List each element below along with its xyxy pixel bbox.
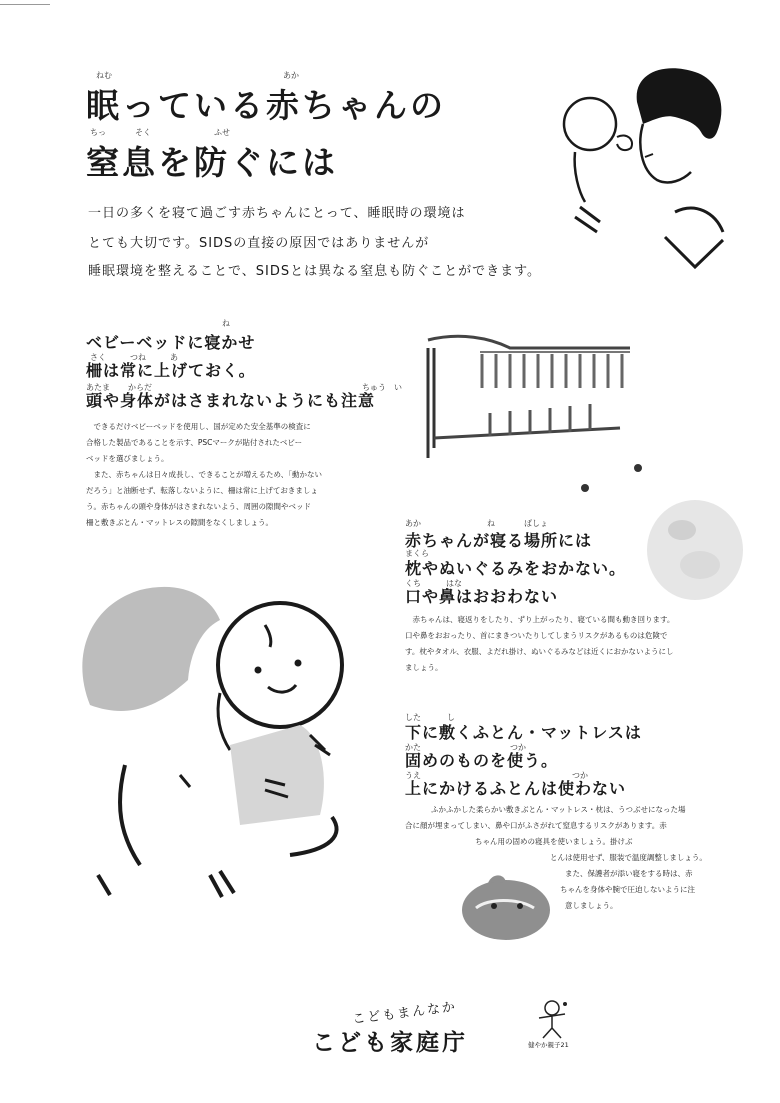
s1-ruby: ちゅう [362, 383, 386, 392]
s3-ruby: した [405, 713, 421, 722]
baby-crib-illustration [420, 318, 660, 498]
intro-line: 睡眠環境を整えることで、SIDSとは異なる窒息も防ぐことができます。 [88, 264, 542, 279]
intro-line: 一日の多くを寝て過ごす赤ちゃんにとって、睡眠時の環境は [88, 206, 466, 221]
title-ruby: ねむ [96, 71, 112, 80]
section3-body-line: また、保護者が添い寝をする時は、赤 [565, 869, 693, 878]
section2-body-line: 口や鼻をおおったり、首にまきついたりしてしまうリスクがあるものは危険で [405, 631, 668, 640]
s2-ruby: はな [446, 579, 462, 588]
section3-body-line: ちゃんを身体や腕で圧迫しないように注 [560, 885, 695, 894]
mascot-label: 健やか親子21 [528, 1041, 569, 1049]
section3-body [405, 802, 745, 914]
section3-body-line: ちゃん用の固めの寝具を使いましょう。掛けぶ [475, 837, 633, 846]
parent-holding-baby [545, 62, 735, 302]
section1-body-line: ベッドを選びましょう。 [86, 454, 169, 463]
s1-ruby: い [394, 383, 402, 392]
s3-ruby: うえ [405, 771, 421, 780]
footer-subtitle: こどもまんなか [351, 999, 458, 1028]
mascot-icon [525, 996, 579, 1040]
section1-body-line: だろう」と油断せず、転落しないように、柵は常に上げておきましょ [86, 486, 318, 495]
s2-ruby: くち [405, 579, 421, 588]
s1-ruby: あたま [86, 383, 110, 392]
soft-toy-illustration [458, 868, 558, 943]
s1-ruby: ね [222, 319, 230, 328]
s1-ruby: つね [130, 353, 146, 362]
s2-ruby: あか [405, 519, 421, 528]
section3-heading-line1: 下に敷くふとん・マットレスは [405, 723, 642, 742]
section3-body-line: ふかふかした柔らかい敷きぶとん・マットレス・枕は、うつぶせになった場 [431, 805, 686, 814]
section2-heading-line2: 枕やぬいぐるみをおかない。 [405, 559, 627, 578]
section1-heading-line1: ベビーベッドに寝かせ [86, 333, 256, 352]
title-ruby: あか [283, 71, 299, 80]
section2-body-line: ましょう。 [405, 663, 443, 672]
s2-ruby: ばしょ [524, 519, 548, 528]
page-title-line1: 眠っている赤ちゃんの [86, 86, 446, 125]
section1-heading-line2: 柵は常に上げておく。 [86, 361, 256, 380]
page-title-line2: 窒息を防ぐには [86, 143, 338, 182]
s3-ruby: つか [572, 771, 588, 780]
pillow-illustration [640, 495, 750, 605]
s1-ruby: さく [90, 353, 106, 362]
section2-heading-line3: 口や鼻はおおわない [405, 587, 559, 606]
section1-body-line: また、赤ちゃんは日々成長し、できることが増えるため、「動かない [86, 470, 322, 479]
title-ruby: ちっ [90, 128, 106, 137]
section1-body-line: 合格した製品であることを示す、PSCマークが貼付されたベビー [86, 438, 303, 447]
section3-heading-line2: 固めのものを使う。 [405, 751, 559, 770]
title-ruby: ふせ [214, 128, 230, 137]
section1-heading-line3: 頭や身体がはさまれないようにも注意 [86, 391, 376, 410]
organization-name: こども家庭庁 [312, 1030, 468, 1056]
s3-ruby: つか [510, 743, 526, 752]
top-rule [0, 4, 50, 5]
s2-ruby: ね [487, 519, 495, 528]
s3-ruby: かた [405, 743, 421, 752]
section2-body-line: 赤ちゃんは、寝返りをしたり、ずり上がったり、寝ている間も動き回ります。 [405, 615, 675, 624]
section1-body-line: う。赤ちゃんの頭や身体がはさまれないよう、周囲の隙間やベッド [86, 502, 311, 511]
intro-line: とても大切です。SIDSの直接の原因ではありませんが [88, 236, 430, 251]
section3-body-line: とんは使用せず、服装で温度調整しましょう。 [550, 853, 707, 862]
section3-body-line: 合に顔が埋まってしまい、鼻や口がふさがれて窒息するリスクがあります。赤 [405, 821, 667, 830]
s3-ruby: し [447, 713, 455, 722]
section2-body [405, 612, 674, 676]
section1-body-line: 柵と敷きぶとん・マットレスの隙間をなくしましょう。 [86, 518, 273, 527]
s2-ruby: まくら [405, 549, 429, 558]
section1-body-line: できるだけベビーベッドを使用し、国が定めた安全基準の検査に [86, 422, 311, 431]
section2-heading-line1: 赤ちゃんが寝る場所には [405, 531, 593, 550]
section3-body-line: 意しましょう。 [565, 901, 618, 910]
sleeping-baby-illustration [70, 575, 410, 935]
section3-heading-line3: 上にかけるふとんは使わない [405, 779, 627, 798]
s1-ruby: からだ [128, 383, 152, 392]
section2-body-line: す。枕やタオル、衣服、よだれ掛け、ぬいぐるみなどは近くにおかないようにし [405, 647, 674, 656]
section1-body [86, 419, 322, 531]
s1-ruby: あ [170, 353, 178, 362]
title-ruby: そく [135, 128, 151, 137]
